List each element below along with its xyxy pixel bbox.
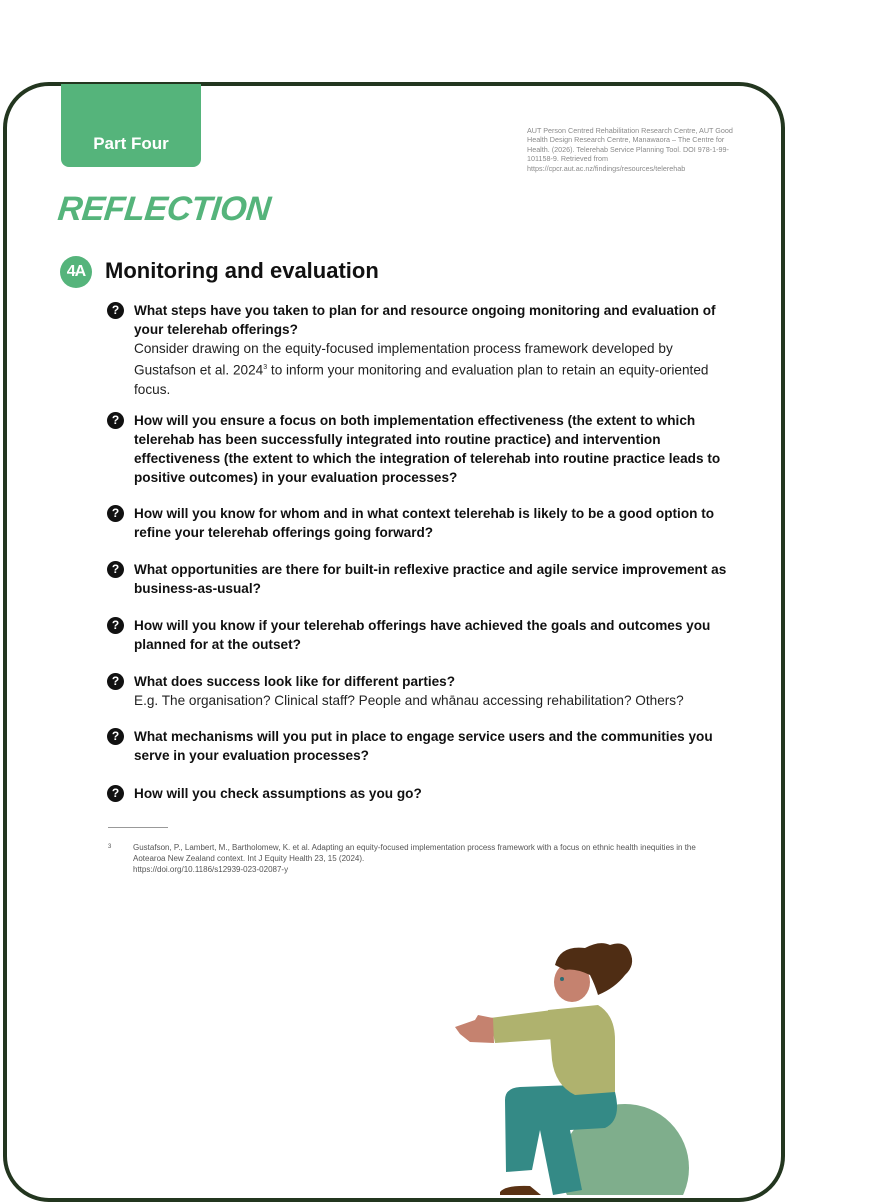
footnote-divider [108, 827, 168, 828]
footnote-text: Gustafson, P., Lambert, M., Bartholomew, K. et al. Adapting an equity-focused implementation process framework with a focus on ethnic health inequities in the Aotearoa New Zealand context. Int J Equity Health 23, 15 (2024). [133, 843, 696, 863]
footnote-link[interactable]: https://doi.org/10.1186/s12939-023-02087-y [133, 865, 289, 874]
question-item [107, 504, 737, 542]
question-text: How will you ensure a focus on both implementation effectiveness (the extent to which telerehab has been successfully integrated into routine practice) and intervention effectiveness (the extent to which the integration of telerehab into routine practice leads to positive outcomes) in your evaluation processes? [134, 413, 721, 485]
question-body [134, 339, 737, 399]
question-circle-icon: ? [107, 412, 124, 429]
footnote-ref[interactable]: 3 [263, 364, 268, 371]
question-text: How will you check assumptions as you go? [134, 786, 422, 801]
question-text: What steps have you taken to plan for and resource ongoing monitoring and evaluation of your telerehab offerings? [134, 303, 716, 337]
question-item [107, 301, 737, 399]
section-badge: 4A [60, 256, 92, 288]
question-item [107, 672, 737, 710]
question-circle-icon: ? [107, 673, 124, 690]
section-heading: Monitoring and evaluation [105, 258, 379, 283]
question-circle-icon: ? [107, 302, 124, 319]
body-text: Consider drawing on the equity-focused implementation process framework developed by Gustafson et al. 2024 [134, 341, 673, 378]
footnote [108, 842, 708, 875]
body-text: to inform your monitoring and evaluation plan to retain an equity-oriented focus. [134, 362, 709, 397]
question-text: What does success look like for different parties? [134, 674, 456, 689]
question-circle-icon: ? [107, 785, 124, 802]
question-text: How will you know for whom and in what context telerehab is likely to be a good option to refine your telerehab offerings going forward? [134, 506, 715, 540]
question-circle-icon: ? [107, 561, 124, 578]
citation-text: AUT Person Centred Rehabilitation Research Centre, AUT Good Health Design Research Centre, Manawaora – The Centre for Health. (2026). Telerehab Service Planning Tool. DOI 978-1-99-101158-9. Retrieved from https://cpcr.aut.ac.nz/findings/resources/telerehab [527, 126, 733, 173]
question-body: E.g. The organisation? Clinical staff? People and whānau accessing rehabilitation? Others? [134, 693, 684, 708]
question-circle-icon: ? [107, 728, 124, 745]
question-item [107, 411, 737, 487]
footnote-number: 3 [108, 844, 112, 850]
page-title: REFLECTION [56, 190, 273, 228]
part-label: Part Four [93, 134, 169, 153]
question-circle-icon: ? [107, 617, 124, 634]
question-text: What mechanisms will you put in place to engage service users and the communities you serve in your evaluation processes? [134, 729, 713, 763]
part-tab [61, 84, 201, 167]
question-item [107, 784, 737, 803]
question-item [107, 727, 737, 765]
question-text: What opportunities are there for built-in reflexive practice and agile service improvement as business-as-usual? [134, 562, 727, 596]
question-circle-icon: ? [107, 505, 124, 522]
question-item [107, 616, 737, 654]
question-item [107, 560, 737, 598]
question-text: How will you know if your telerehab offerings have achieved the goals and outcomes you planned for at the outset? [134, 618, 711, 652]
